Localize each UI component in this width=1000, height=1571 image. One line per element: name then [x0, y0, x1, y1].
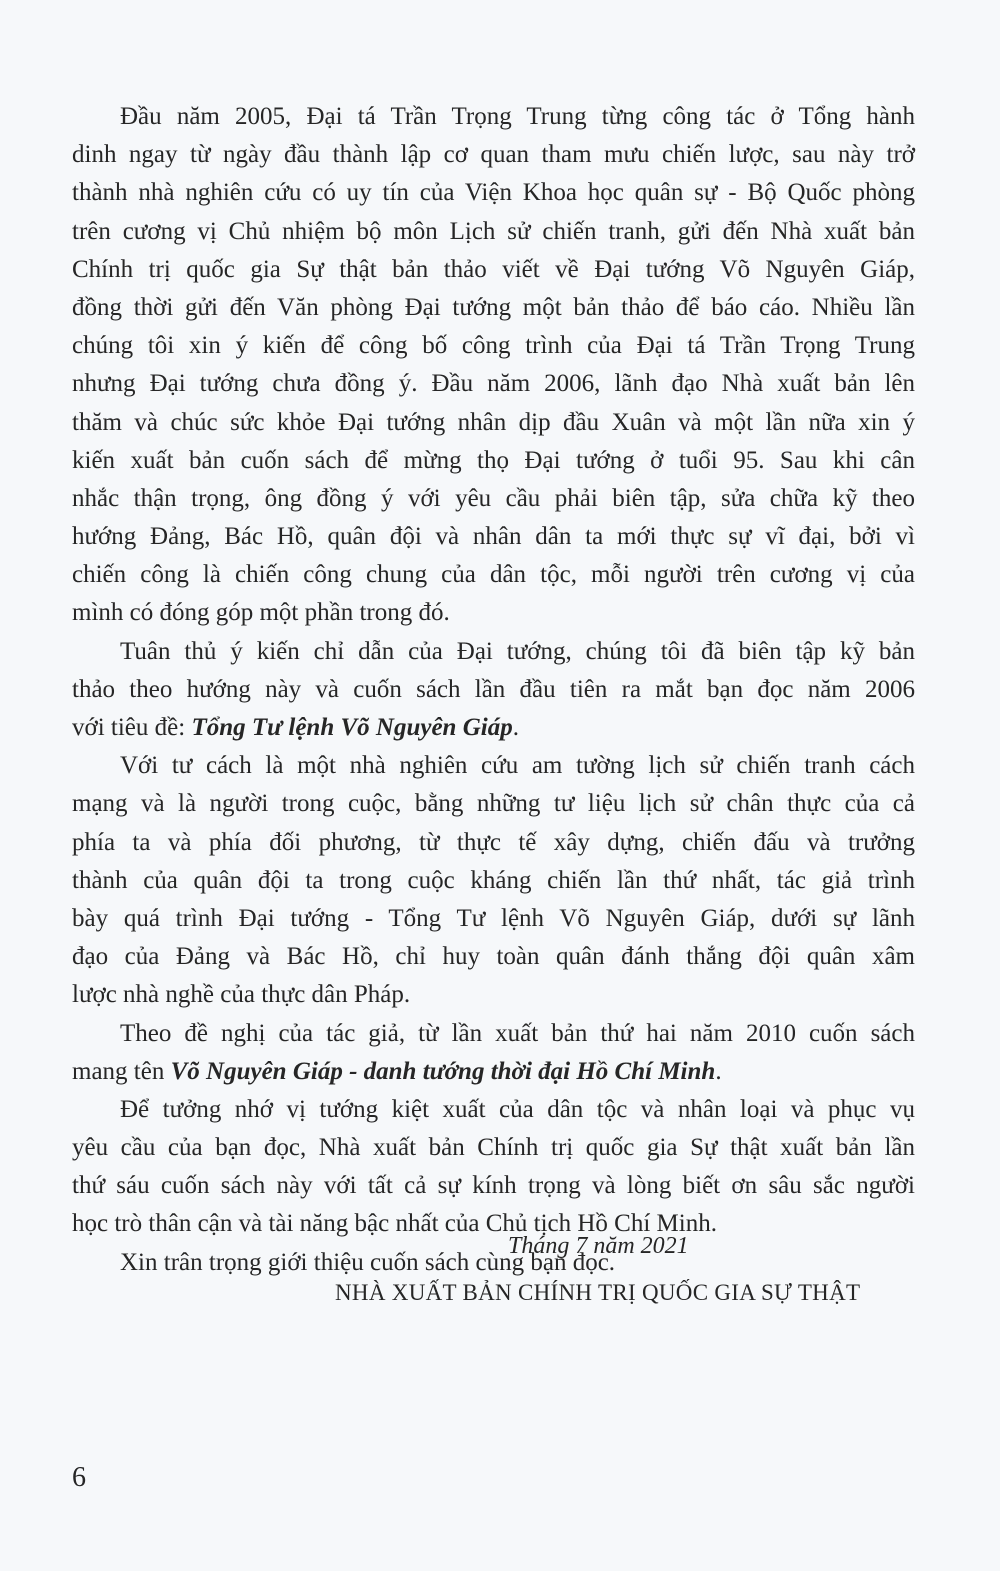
text-line: mạng và là người trong cuộc, bằng những tư liệu lịch sử chân thực của cả — [72, 790, 915, 818]
text-line — [72, 709, 915, 747]
text-line: thứ sáu cuốn sách này với tất cả sự kính trọng và lòng biết ơn sâu sắc người — [72, 1172, 915, 1200]
text-line: Đầu năm 2005, Đại tá Trần Trọng Trung từng công tác ở Tổng hành — [120, 103, 915, 130]
text-line: Chính trị quốc gia Sự thật bản thảo viết về Đại tướng Võ Nguyên Giáp, — [72, 255, 915, 283]
paragraph-4 — [72, 1015, 915, 1091]
signature-date: Tháng 7 năm 2021 — [508, 1233, 689, 1259]
paragraph-1 — [72, 98, 915, 633]
body-text — [72, 98, 915, 1282]
page-number: 6 — [72, 1462, 86, 1493]
text-line: thăm và chúc sức khỏe Đại tướng nhân dịp đầu Xuân và một lần nữa xin ý — [72, 408, 915, 436]
text-line: bày quá trình Đại tướng - Tổng Tư lệnh Võ Nguyên Giáp, dưới sự lãnh — [72, 904, 915, 932]
paragraph-5 — [72, 1091, 915, 1244]
paragraph-6 — [72, 1244, 915, 1282]
text-line — [72, 1053, 915, 1091]
text-line: kiến xuất bản cuốn sách để mừng thọ Đại tướng ở tuổi 95. Sau khi cân — [72, 446, 915, 474]
text-line: thành nhà nghiên cứu có uy tín của Viện Khoa học quân sự - Bộ Quốc phòng — [72, 179, 915, 207]
text-line: Với tư cách là một nhà nghiên cứu am tường lịch sử chiến tranh cách — [120, 752, 915, 780]
text-line: chiến công là chiến công chung của dân tộc, mỗi người trên cương vị của — [72, 561, 915, 589]
text-segment: với tiêu đề: — [72, 714, 192, 741]
text-line: hướng Đảng, Bác Hồ, quân đội và nhân dân ta mới thực sự vĩ đại, bởi vì — [72, 523, 915, 551]
text-line: dinh ngay từ ngày đầu thành lập cơ quan tham mưu chiến lược, sau này trở — [72, 141, 915, 169]
text-line: yêu cầu của bạn đọc, Nhà xuất bản Chính trị quốc gia Sự thật xuất bản lần — [72, 1134, 915, 1162]
text-line: đồng thời gửi đến Văn phòng Đại tướng một bản thảo để báo cáo. Nhiều lần — [72, 293, 915, 321]
text-line: thảo theo hướng này và cuốn sách lần đầu tiên ra mắt bạn đọc năm 2006 — [72, 675, 915, 703]
book-title-first-edition: Tổng Tư lệnh Võ Nguyên Giáp — [191, 714, 513, 741]
text-line: mình có đóng góp một phần trong đó. — [72, 599, 450, 627]
text-segment: . — [715, 1057, 722, 1085]
text-line: Theo đề nghị của tác giả, từ lần xuất bản thứ hai năm 2010 cuốn sách — [120, 1019, 915, 1047]
text-line: Xin trân trọng giới thiệu cuốn sách cùng bạn đọc. — [120, 1248, 616, 1276]
text-segment: . — [512, 714, 519, 741]
text-line: chúng tôi xin ý kiến để công bố công trình của Đại tá Trần Trọng Trung — [72, 332, 915, 360]
text-line: thành của quân đội ta trong cuộc kháng chiến lần thứ nhất, tác giả trình — [72, 866, 915, 894]
paragraph-3 — [72, 747, 915, 1014]
publisher-name: NHÀ XUẤT BẢN CHÍNH TRỊ QUỐC GIA SỰ THẬT — [335, 1280, 861, 1305]
text-line: đạo của Đảng và Bác Hồ, chỉ huy toàn quân đánh thắng đội quân xâm — [72, 943, 915, 971]
text-segment: mang tên — [72, 1057, 171, 1085]
text-line: trên cương vị Chủ nhiệm bộ môn Lịch sử chiến tranh, gửi đến Nhà xuất bản — [72, 217, 915, 245]
paragraph-2 — [72, 633, 915, 748]
text-line: nhưng Đại tướng chưa đồng ý. Đầu năm 2006, lãnh đạo Nhà xuất bản lên — [72, 370, 915, 398]
text-line: học trò thân cận và tài năng bậc nhất của Chủ tịch Hồ Chí Minh. — [72, 1210, 717, 1238]
book-title-second-edition: Võ Nguyên Giáp - danh tướng thời đại Hồ Chí Minh — [170, 1057, 716, 1085]
text-line: phía ta và phía đối phương, từ thực tế xây dựng, chiến đấu và trưởng — [72, 828, 915, 856]
text-line: lược nhà nghề của thực dân Pháp. — [72, 981, 411, 1009]
text-line: Tuân thủ ý kiến chỉ dẫn của Đại tướng, chúng tôi đã biên tập kỹ bản — [120, 637, 915, 665]
text-line: Để tưởng nhớ vị tướng kiệt xuất của dân tộc và nhân loại và phục vụ — [120, 1095, 915, 1123]
text-line: nhắc thận trọng, ông đồng ý với yêu cầu phải biên tập, sửa chữa kỹ theo — [72, 484, 915, 512]
